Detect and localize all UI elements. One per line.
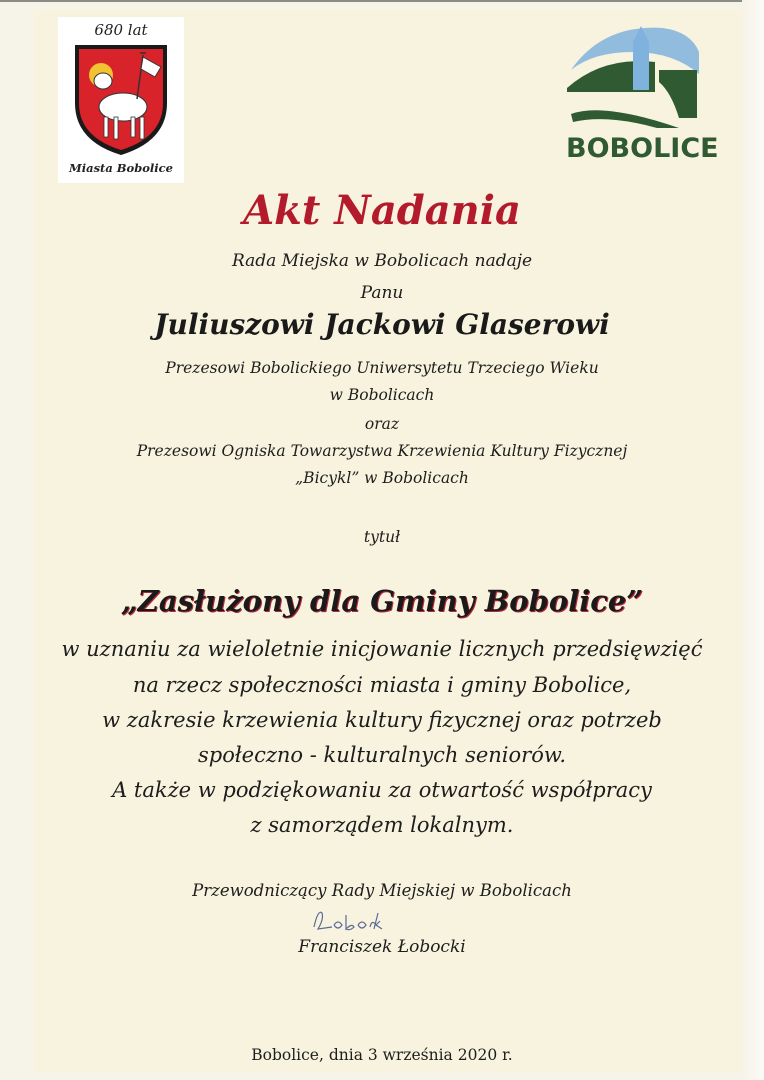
- scan-edge: [0, 0, 764, 2]
- justification-line-5: A także w podziękowaniu za otwartość współpracy: [112, 778, 652, 802]
- conjunction: oraz: [364, 415, 400, 433]
- salutation: Panu: [360, 283, 404, 303]
- handwritten-signature: [308, 905, 388, 939]
- document-title: Akt Nadania: [243, 187, 521, 234]
- coat-of-arms-badge: [58, 17, 184, 183]
- role-2-line-1: Prezesowi Ogniska Towarzystwa Krzewienia Kultury Fizycznej: [136, 442, 628, 460]
- justification-line-1: w uznaniu za wieloletnie inicjowanie licznych przedsięwzięć: [61, 637, 703, 661]
- role-1-line-2: w Bobolicach: [329, 386, 435, 404]
- lamb-coat-of-arms-icon: [71, 41, 171, 157]
- crest-city-text: Miasta Bobolice: [69, 161, 173, 175]
- role-1-line-1: Prezesowi Bobolickiego Uniwersytetu Trzeciego Wieku: [165, 359, 599, 377]
- signatory-name: Franciszek Łobocki: [298, 937, 466, 957]
- justification-line-4: społeczno - kulturalnych seniorów.: [197, 743, 567, 767]
- justification-line-6: z samorządem lokalnym.: [250, 813, 514, 837]
- honor-title: „Zasłużony dla Gminy Bobolice”: [120, 584, 644, 618]
- crest-anniversary-text: 680 lat: [94, 21, 148, 39]
- bobolice-landscape-logo-icon: [563, 22, 703, 134]
- bobolice-logo-text: BOBOLICE: [566, 133, 719, 164]
- justification-line-3: w zakresie krzewienia kultury fizycznej oraz potrzeb: [102, 708, 662, 732]
- council-line: Rada Miejska w Bobolicach nadaje: [231, 251, 533, 271]
- signatory-title: Przewodniczący Rady Miejskiej w Bobolicach: [192, 881, 572, 900]
- date-line: Bobolice, dnia 3 września 2020 r.: [251, 1046, 513, 1064]
- title-word: tytuł: [363, 528, 401, 546]
- justification-line-2: na rzecz społeczności miasta i gminy Bobolice,: [132, 673, 632, 697]
- role-2-line-2: „Bicykl” w Bobolicach: [295, 469, 469, 487]
- recipient-name: Juliuszowi Jackowi Glaserowi: [154, 308, 610, 341]
